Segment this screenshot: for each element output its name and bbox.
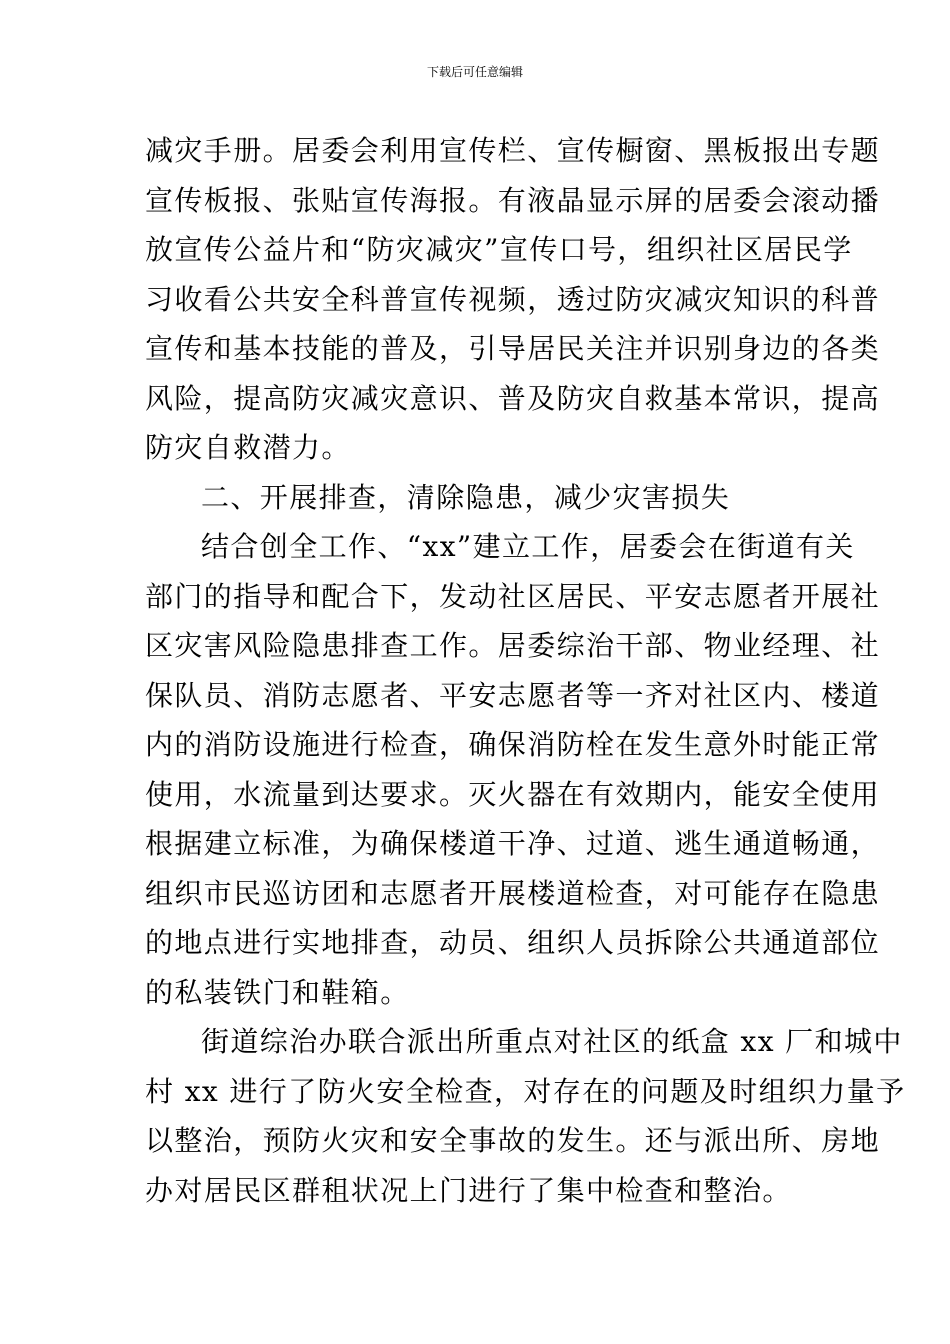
text-line: 的私装铁门和鞋箱。 bbox=[145, 975, 410, 1009]
text-line: 部门的指导和配合下，发动社区居民、平安志愿者开展社 bbox=[145, 579, 881, 613]
text-line: 内的消防设施进行检查，确保消防栓在发生意外时能正常 bbox=[145, 728, 881, 761]
text-line: 的地点进行实地排查，动员、组织人员拆除公共通道部位 bbox=[145, 926, 881, 959]
text-line: 村 xx 进行了防火安全检查，对存在的问题及时组织力量予 bbox=[145, 1074, 906, 1108]
paragraph-first-line: 结合创全工作、“xx”建立工作，居委会在街道有关 bbox=[201, 530, 855, 563]
text-line: 办对居民区群租状况上门进行了集中检查和整治。 bbox=[145, 1173, 792, 1207]
paragraph-first-line: 街道综治办联合派出所重点对社区的纸盒 xx 厂和城中 bbox=[201, 1025, 903, 1058]
section-heading: 二、开展排查，清除隐患，减少灾害损失 bbox=[201, 480, 731, 514]
text-line: 区灾害风险隐患排查工作。居委综治干部、物业经理、社 bbox=[145, 629, 881, 662]
text-line: 宣传和基本技能的普及，引导居民关注并识别身边的各类 bbox=[145, 332, 881, 365]
text-line: 以整治，预防火灾和安全事故的发生。还与派出所、房地 bbox=[145, 1124, 881, 1157]
text-line: 使用，水流量到达要求。灭火器在有效期内，能安全使用 bbox=[145, 777, 881, 811]
text-line: 减灾手册。居委会利用宣传栏、宣传橱窗、黑板报出专题 bbox=[145, 134, 881, 167]
text-line: 习收看公共安全科普宣传视频，透过防灾减灾知识的科普 bbox=[145, 282, 881, 316]
text-line: 根据建立标准，为确保楼道干净、过道、逃生通道畅通， bbox=[145, 827, 881, 860]
text-line: 组织市民巡访团和志愿者开展楼道检查，对可能存在隐患 bbox=[145, 876, 881, 910]
text-line: 保队员、消防志愿者、平安志愿者等一齐对社区内、楼道 bbox=[145, 678, 881, 712]
text-line: 放宣传公益片和“防灾减灾”宣传口号，组织社区居民学 bbox=[145, 233, 853, 266]
page-header: 下载后可任意编辑 bbox=[426, 65, 523, 79]
text-line: 防灾自救潜力。 bbox=[145, 431, 351, 464]
text-line: 风险，提高防灾减灾意识、普及防灾自救基本常识，提高 bbox=[145, 381, 881, 415]
document-body bbox=[145, 126, 906, 1215]
text-line: 宣传板报、张贴宣传海报。有液晶显示屏的居委会滚动播 bbox=[145, 183, 881, 217]
